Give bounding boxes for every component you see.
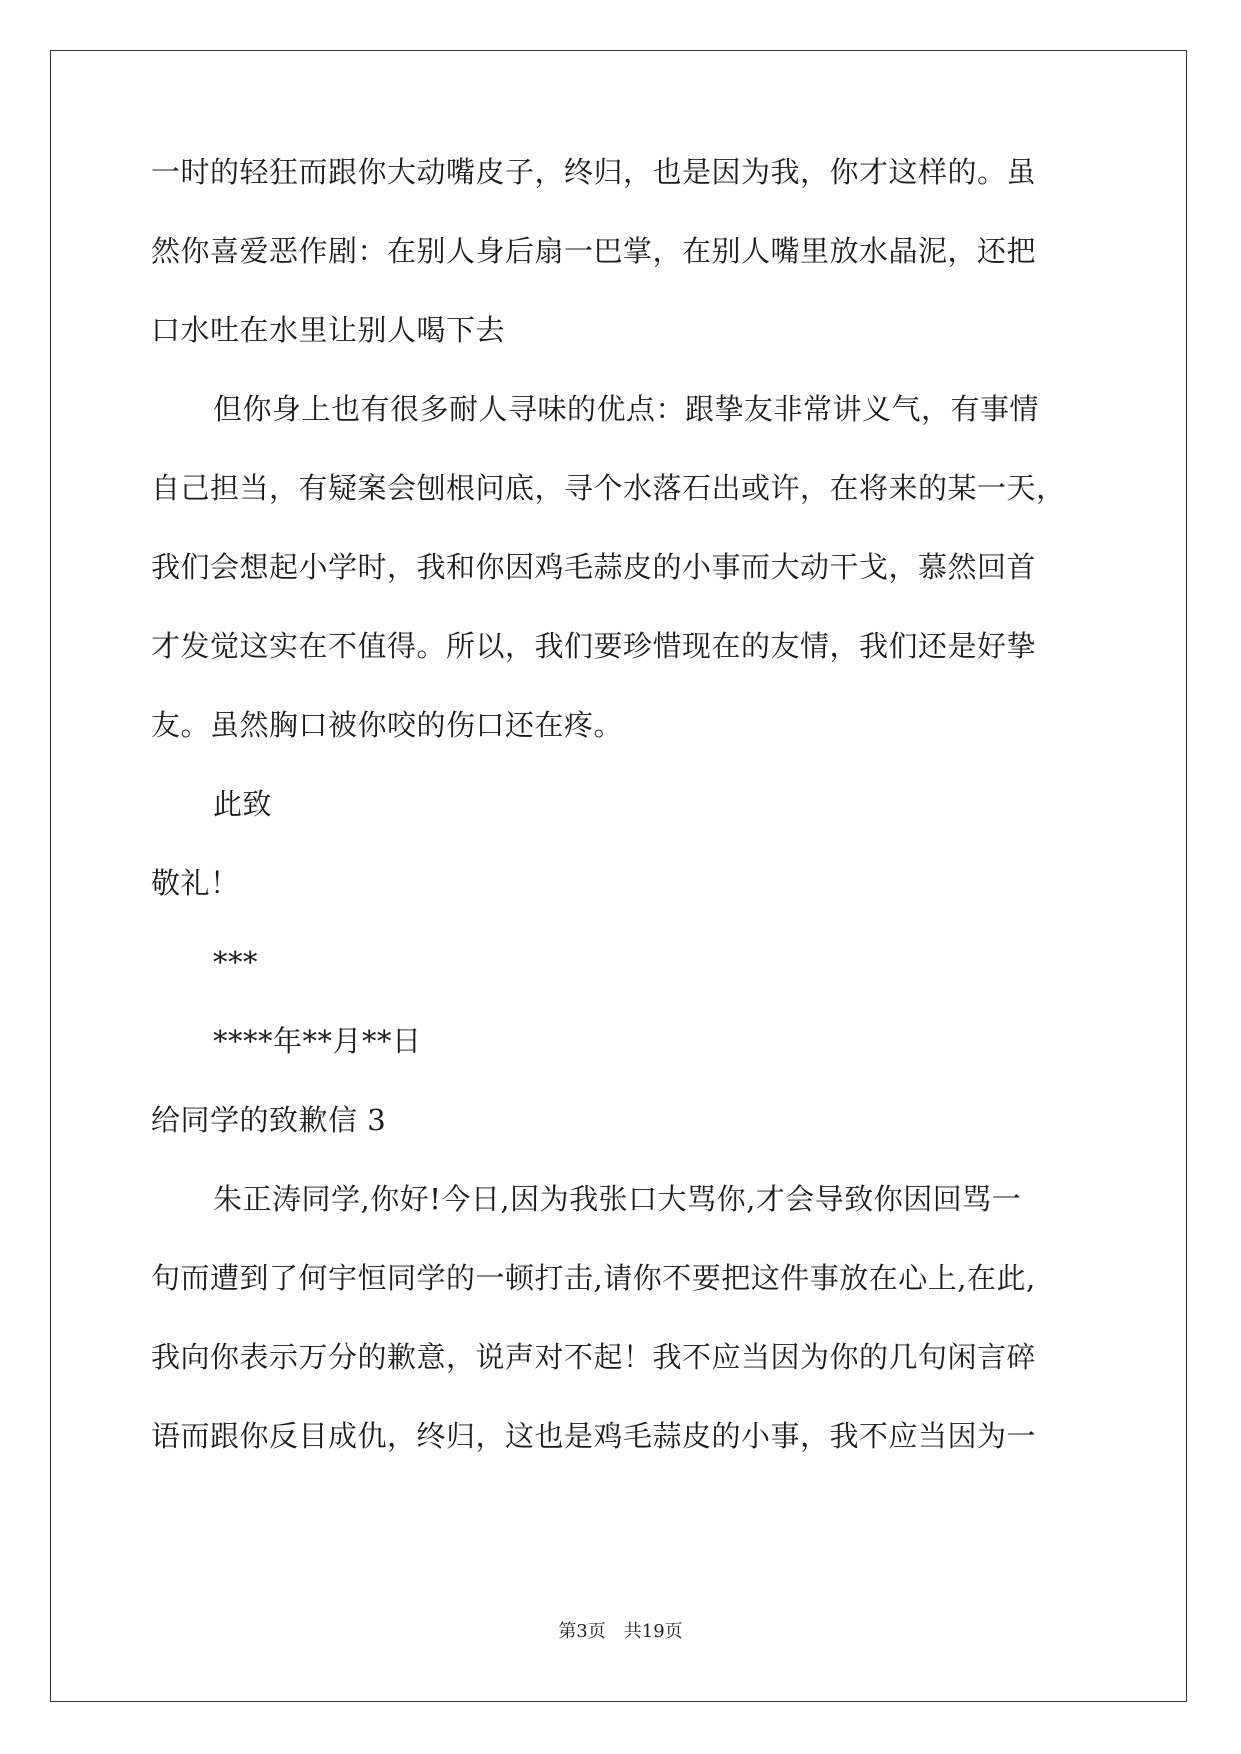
section-title: 给同学的致歉信 3: [151, 1103, 387, 1137]
page-number: 第3页 共19页: [558, 1621, 683, 1642]
body-line-11: 我向你表示万分的歉意，说声对不起！我不应当因为你的几句闲言碎: [151, 1340, 1037, 1374]
body-line-6: 我们会想起小学时，我和你因鸡毛蒜皮的小事而大动干戈，慕然回首: [151, 550, 1037, 584]
date-line: ****年**月**日: [213, 1024, 422, 1058]
body-line-7: 才发觉这实在不值得。所以，我们要珍惜现在的友情，我们还是好挚: [151, 629, 1037, 663]
body-line-4: 但你身上也有很多耐人寻味的优点：跟挚友非常讲义气，有事情: [213, 392, 1040, 426]
body-line-10: 句而遭到了何宇恒同学的一顿打击,请你不要把这件事放在心上,在此,: [151, 1261, 1036, 1295]
body-line-2: 然你喜爱恶作剧：在别人身后扇一巴掌，在别人嘴里放水晶泥，还把: [151, 234, 1037, 268]
body-line-5: 自己担当，有疑案会刨根问底，寻个水落石出或许，在将来的某一天，: [151, 471, 1066, 505]
body-line-1: 一时的轻狂而跟你大动嘴皮子，终归，也是因为我，你才这样的。虽: [151, 155, 1037, 189]
body-line-3: 口水吐在水里让别人喝下去: [151, 313, 506, 347]
body-line-9: 朱正涛同学,你好!今日,因为我张口大骂你,才会导致你因回骂一: [213, 1182, 1022, 1216]
closing-salutation: 此致: [213, 787, 273, 821]
closing-regards: 敬礼！: [151, 866, 240, 900]
body-line-8: 友。虽然胸口被你咬的伤口还在疼。: [151, 708, 624, 742]
signature: ***: [213, 945, 258, 979]
body-line-12: 语而跟你反目成仇，终归，这也是鸡毛蒜皮的小事，我不应当因为一: [151, 1419, 1037, 1453]
